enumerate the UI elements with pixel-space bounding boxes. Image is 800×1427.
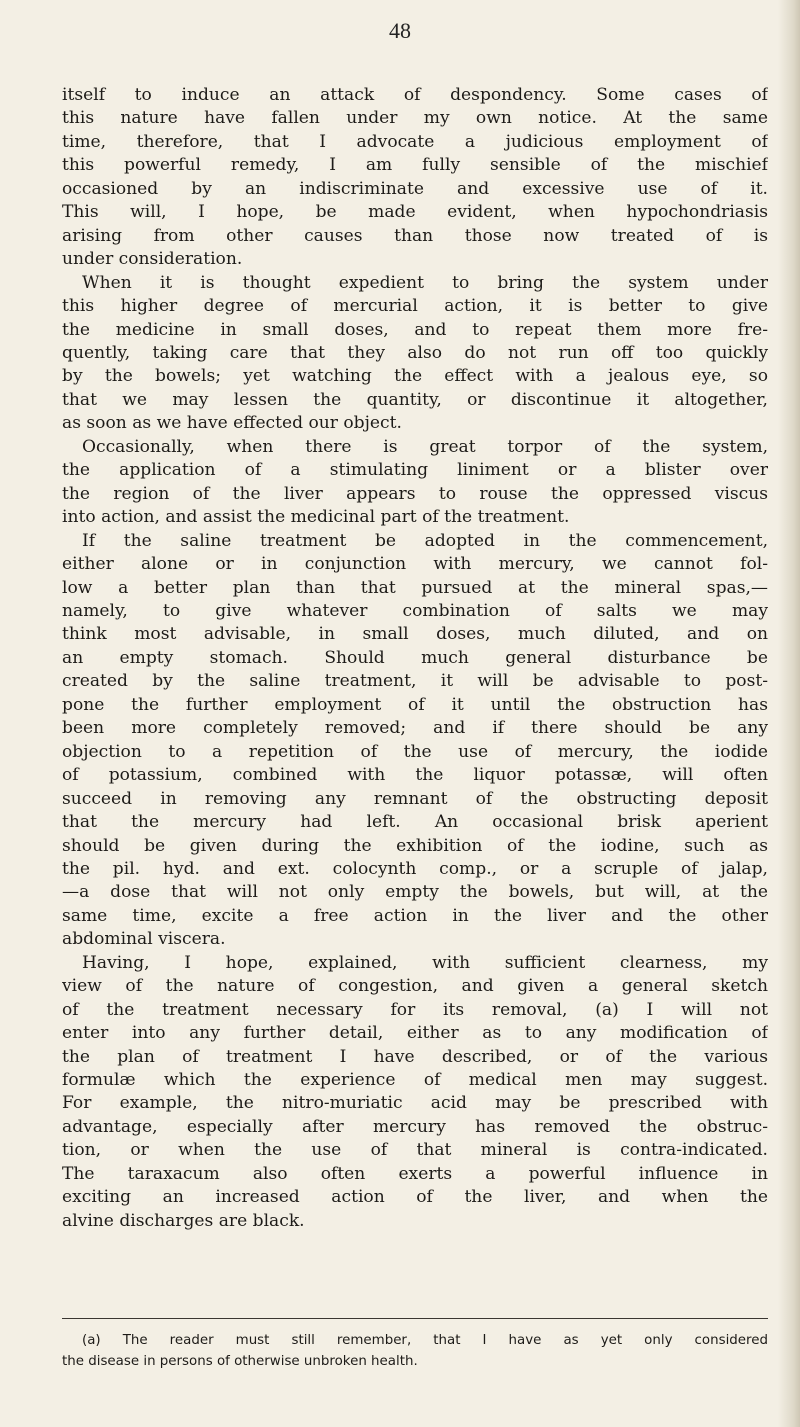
text-line: alvine discharges are black.	[62, 1210, 305, 1231]
text-line: arising from other causes than those now treated of is	[62, 225, 768, 246]
text-line: namely, to give whatever combination of salts we may	[62, 600, 768, 621]
text-line: occasioned by an indiscriminate and excessive use of it.	[62, 178, 768, 199]
page-number: 48	[389, 18, 411, 43]
body-text	[62, 84, 768, 1233]
text-line: should be given during the exhibition of the iodine, such as	[62, 835, 768, 856]
text-line: itself to induce an attack of despondency. Some cases of	[62, 85, 768, 105]
text-line: tion, or when the use of that mineral is contra-indicated.	[62, 1140, 768, 1161]
footnote-divider	[62, 1318, 768, 1319]
text-line: this nature have fallen under my own notice. At the same	[62, 108, 768, 129]
text-line: the region of the liver appears to rouse the oppressed viscus	[62, 483, 768, 504]
text-line: the pil. hyd. and ext. colocynth comp., or a scruple of jalap,	[62, 858, 768, 879]
text-line: an empty stomach. Should much general disturbance be	[62, 647, 768, 668]
text-line: either alone or in conjunction with mercury, we cannot fol-	[62, 554, 768, 575]
text-line: formulæ which the experience of medical men may suggest.	[62, 1070, 768, 1091]
footnote	[62, 1330, 768, 1372]
text-line: that we may lessen the quantity, or discontinue it altogether,	[62, 389, 768, 410]
text-line: that the mercury had left. An occasional brisk aperient	[62, 812, 768, 833]
text-line: exciting an increased action of the liver, and when the	[62, 1187, 768, 1208]
text-line: objection to a repetition of the use of mercury, the iodide	[62, 741, 768, 762]
footnote-line: (a) The reader must still remember, that I have as yet only considered	[82, 1333, 768, 1348]
text-line: advantage, especially after mercury has removed the obstruc-	[62, 1116, 768, 1137]
text-line: abdominal viscera.	[62, 929, 226, 950]
text-line: under consideration.	[62, 249, 243, 270]
text-line: For example, the nitro-muriatic acid may be prescribed with	[62, 1093, 768, 1114]
text-line: quently, taking care that they also do not run off too quickly	[62, 342, 768, 363]
text-line: the application of a stimulating liniment or a blister over	[62, 460, 768, 481]
text-line: created by the saline treatment, it will be advisable to post-	[62, 671, 768, 692]
text-line: into action, and assist the medicinal part of the treatment.	[62, 507, 570, 528]
text-line: as soon as we have effected our object.	[62, 413, 402, 434]
paragraph-start-line: When it is thought expedient to bring the system under	[82, 272, 768, 293]
text-line: this higher degree of mercurial action, it is better to give	[62, 296, 768, 317]
text-line: view of the nature of congestion, and given a general sketch	[62, 976, 768, 997]
text-line: the plan of treatment I have described, or of the various	[62, 1046, 768, 1067]
text-line: enter into any further detail, either as to any modification of	[62, 1023, 768, 1044]
text-line: —a dose that will not only empty the bowels, but will, at the	[62, 882, 768, 903]
paragraph-start-line: Having, I hope, explained, with sufficient clearness, my	[82, 952, 768, 973]
paragraph-start-line: If the saline treatment be adopted in the commencement,	[82, 530, 768, 551]
text-line: by the bowels; yet watching the effect with a jealous eye, so	[62, 366, 768, 387]
text-line: the medicine in small doses, and to repeat them more fre-	[62, 319, 768, 340]
text-line: time, therefore, that I advocate a judicious employment of	[62, 131, 768, 152]
text-line: This will, I hope, be made evident, when hypochondriasis	[62, 202, 768, 223]
text-line: think most advisable, in small doses, much diluted, and on	[62, 624, 768, 645]
text-line: of potassium, combined with the liquor potassæ, will often	[62, 765, 768, 786]
text-line: low a better plan than that pursued at the mineral spas,—	[62, 577, 768, 598]
text-line: been more completely removed; and if there should be any	[62, 718, 768, 739]
footnote-line: the disease in persons of otherwise unbroken health.	[62, 1354, 418, 1369]
text-line: this powerful remedy, I am fully sensible of the mischief	[62, 155, 768, 176]
text-line: same time, excite a free action in the liver and the other	[62, 905, 768, 926]
text-line: pone the further employment of it until the obstruction has	[62, 694, 768, 715]
text-line: of the treatment necessary for its removal, (a) I will not	[62, 999, 768, 1020]
paragraph-start-line: Occasionally, when there is great torpor of the system,	[82, 436, 768, 457]
text-line: succeed in removing any remnant of the obstructing deposit	[62, 788, 768, 809]
page-edge-shadow	[778, 0, 800, 1427]
text-line: The taraxacum also often exerts a powerful influence in	[62, 1163, 768, 1184]
